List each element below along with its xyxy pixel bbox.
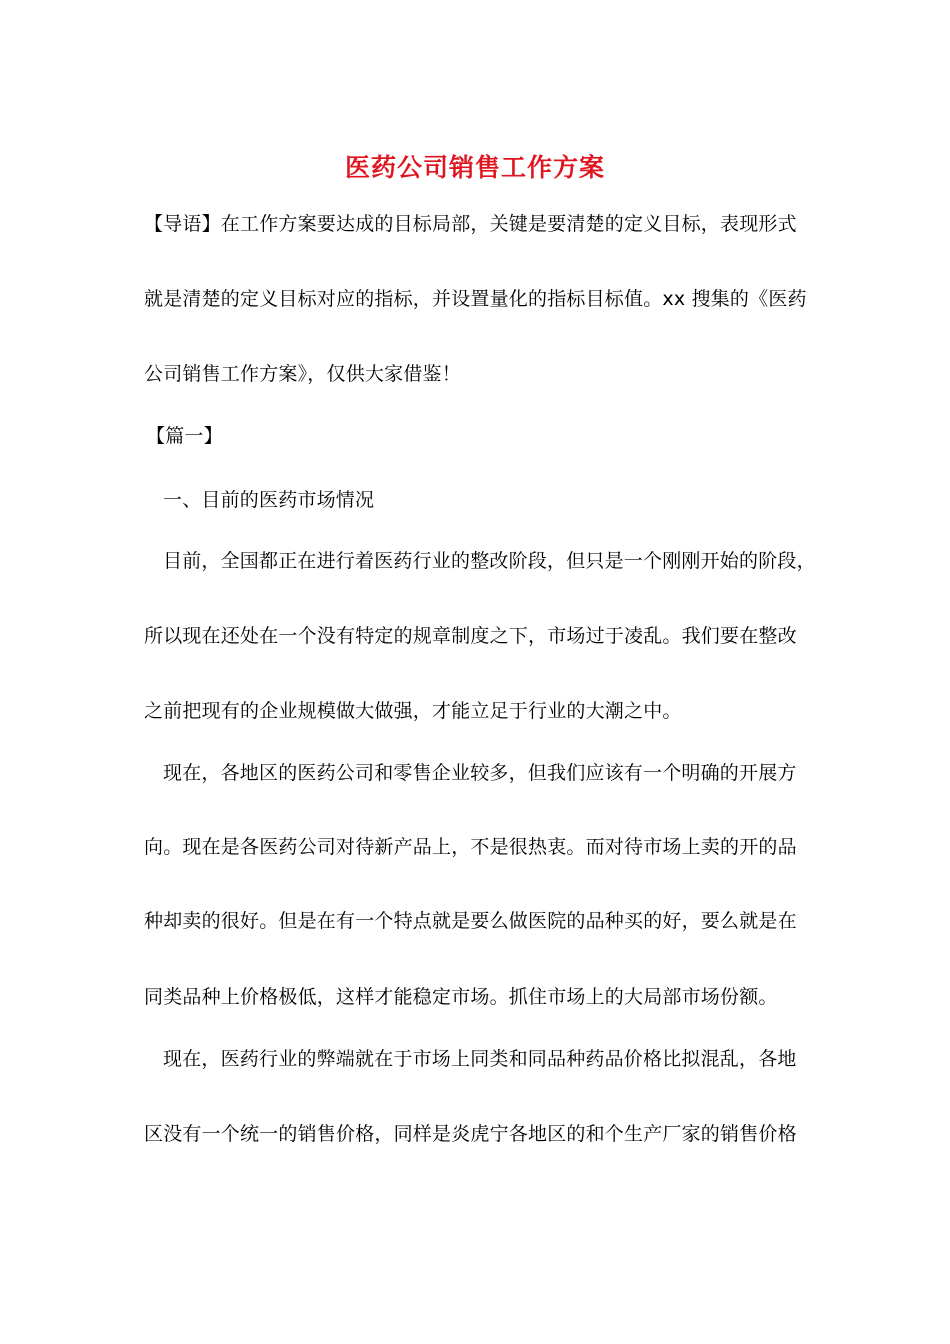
intro-line-2: 就是清楚的定义目标对应的指标，并设置量化的指标目标值。xx 搜集的《医药 [144, 288, 807, 310]
subsection-heading: 一、目前的医药市场情况 [163, 489, 375, 511]
intro-line-3: 公司销售工作方案》，仅供大家借鉴！ [144, 363, 461, 385]
paragraph-2-line-4: 同类品种上价格极低，这样才能稳定市场。抓住市场上的大局部市场份额。 [144, 986, 778, 1008]
paragraph-1-line-2: 所以现在还处在一个没有特定的规章制度之下，市场过于凌乱。我们要在整改 [144, 625, 797, 647]
paragraph-3-line-1: 现在，医药行业的弊端就在于市场上同类和同品种药品价格比拟混乱，各地 [163, 1048, 797, 1070]
paragraph-2-line-1: 现在，各地区的医药公司和零售企业较多，但我们应该有一个明确的开展方 [163, 762, 797, 784]
intro-line-1: 【导语】在工作方案要达成的目标局部，关键是要清楚的定义目标，表现形式 [144, 213, 797, 235]
paragraph-1-line-3: 之前把现有的企业规模做大做强，才能立足于行业的大潮之中。 [144, 700, 682, 722]
paragraph-3-line-2: 区没有一个统一的销售价格，同样是炎虎宁各地区的和个生产厂家的销售价格 [144, 1123, 797, 1145]
paragraph-2-line-2: 向。现在是各医药公司对待新产品上，不是很热衷。而对待市场上卖的开的品 [144, 836, 797, 858]
paragraph-1-line-1: 目前，全国都正在进行着医药行业的整改阶段，但只是一个刚刚开始的阶段， [163, 550, 816, 572]
paragraph-2-line-3: 种却卖的很好。但是在有一个特点就是要么做医院的品种买的好，要么就是在 [144, 910, 797, 932]
document-title: 医药公司销售工作方案 [344, 153, 605, 182]
section-heading: 【篇一】 [146, 425, 223, 447]
